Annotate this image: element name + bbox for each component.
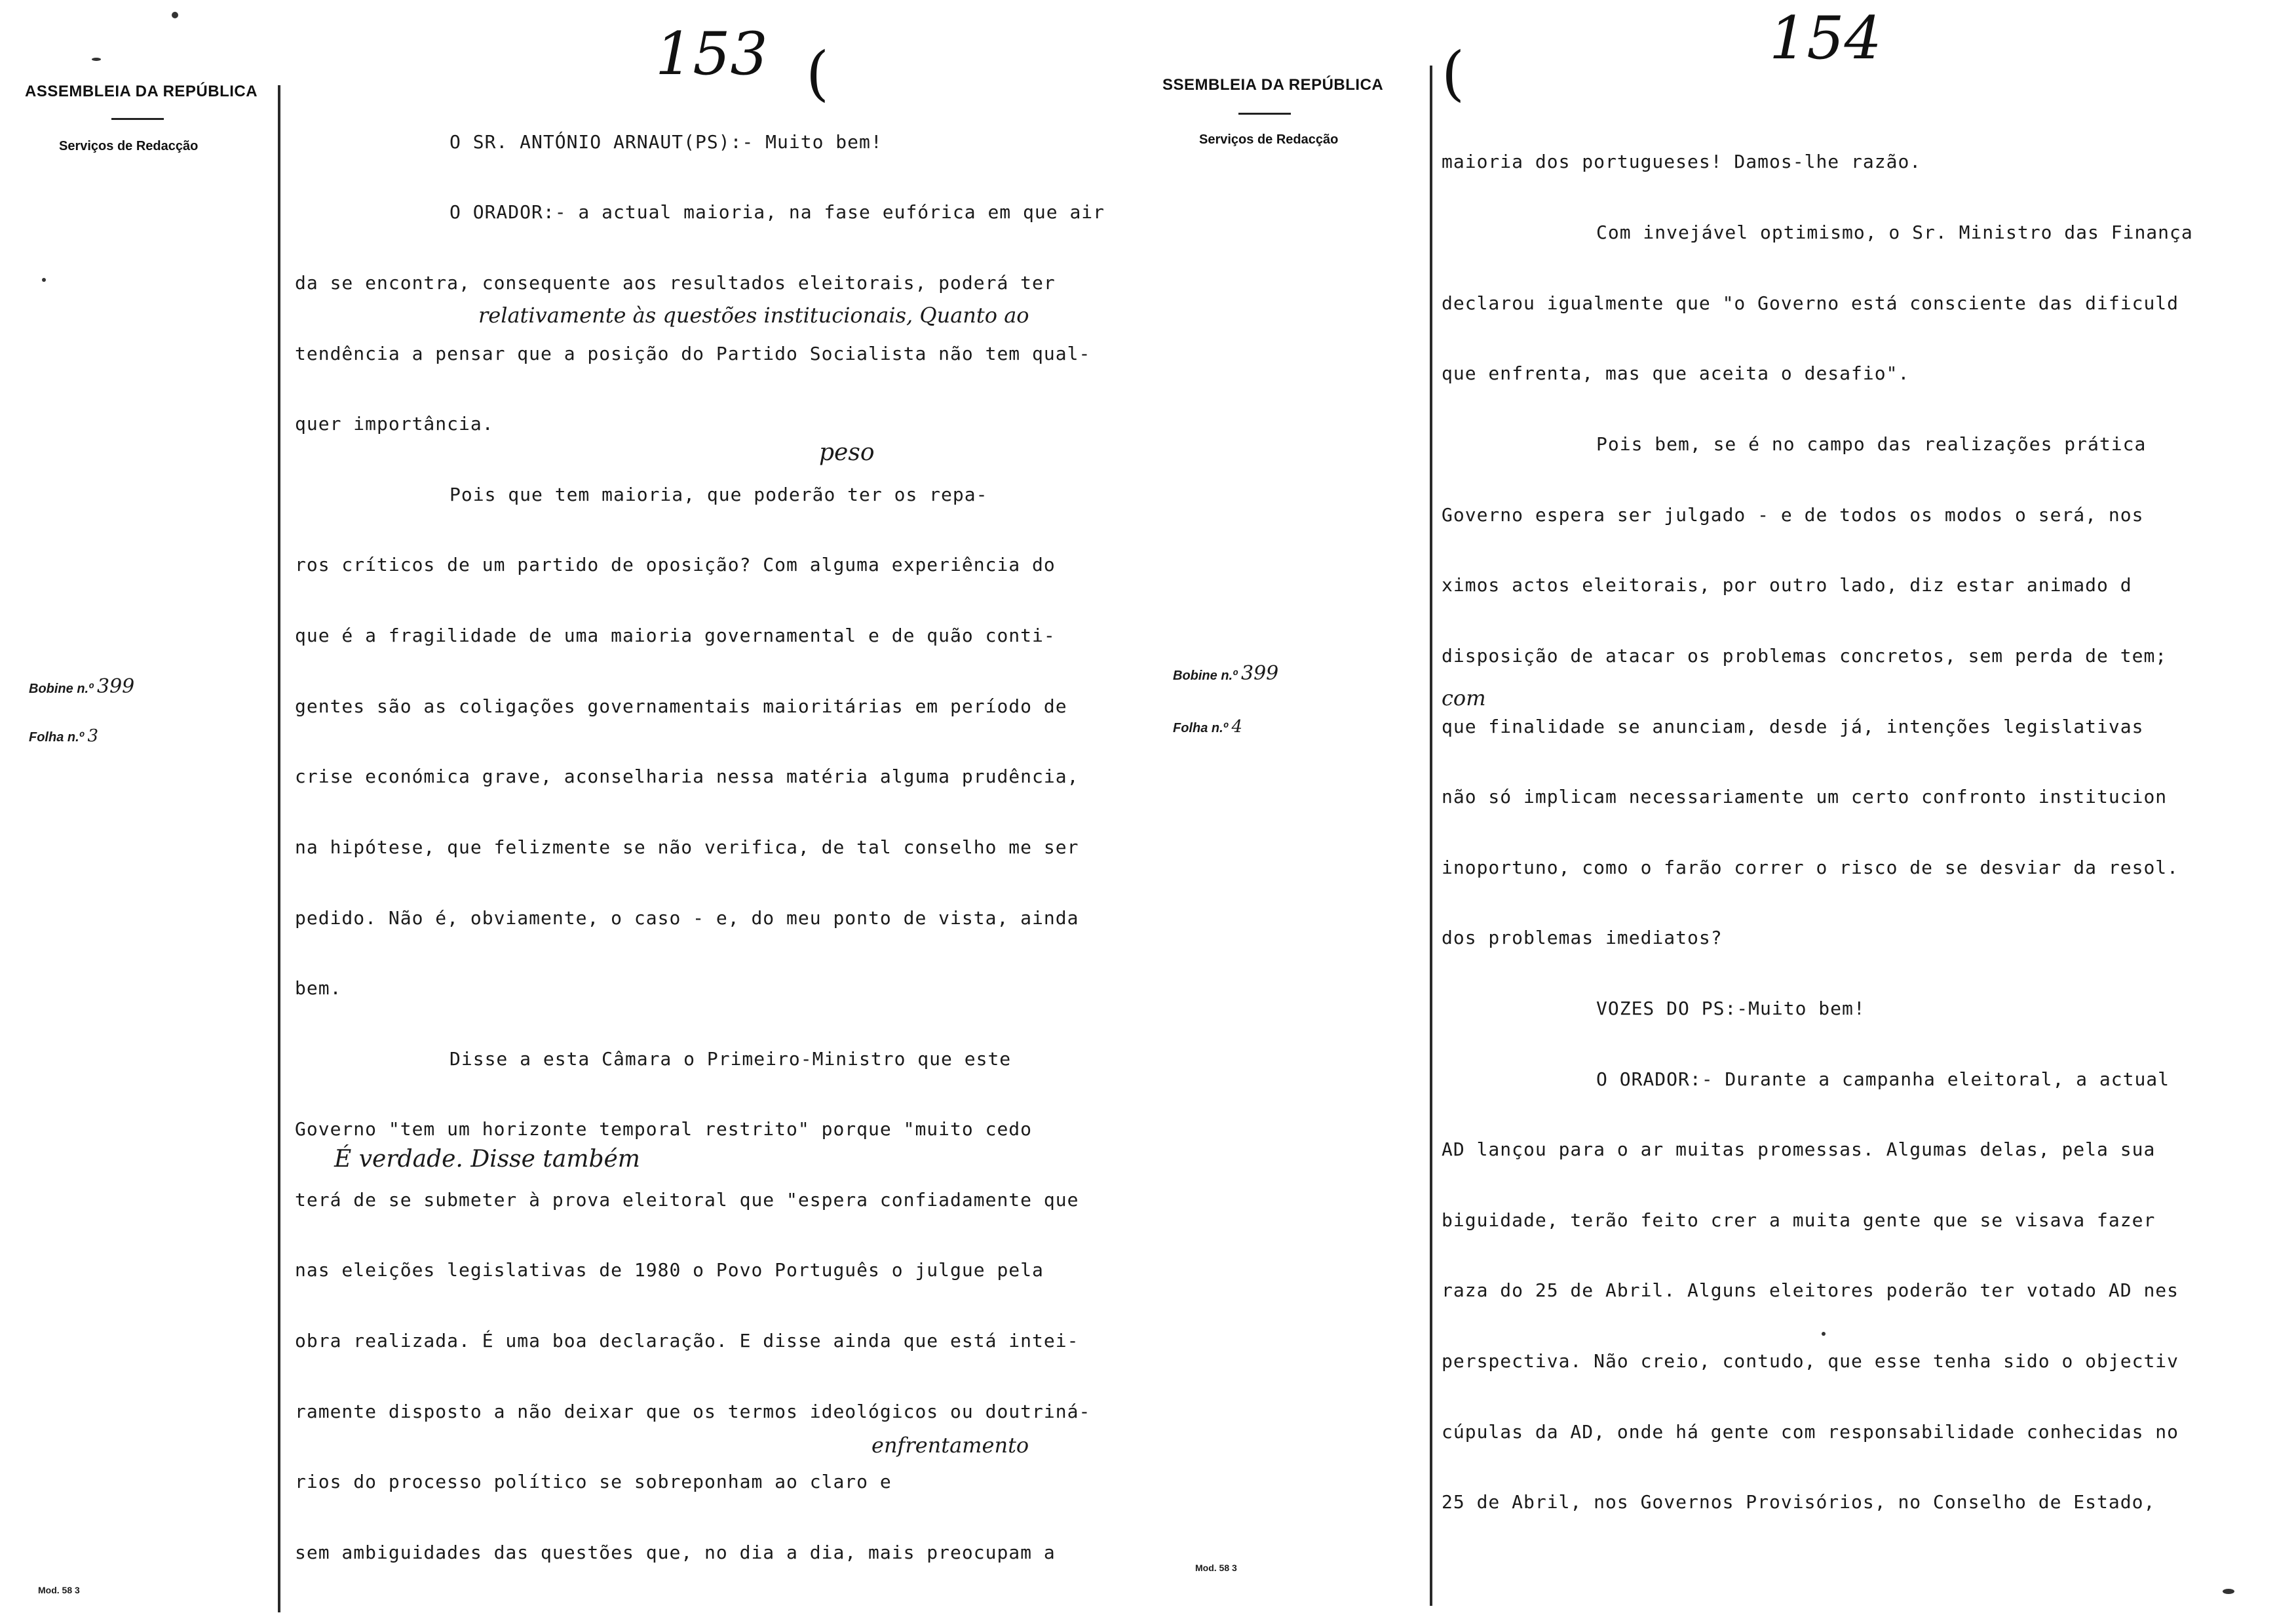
right-line-3: declarou igualmente que "o Governo está consciente das dificuld [1442,292,2179,314]
right-speck-1 [2223,1589,2234,1594]
right-line-17: raza do 25 de Abril. Alguns eleitores poderão ter votado AD nes [1442,1279,2179,1301]
left-folha [29,726,98,746]
left-speck-3 [42,278,46,282]
left-annotation-insert-3: É verdade. Disse também [334,1146,640,1173]
left-annotation-insert-4: enfrentamento [871,1433,1029,1458]
left-bobine-label: Bobine n.º [29,682,94,696]
right-line-16: biguidade, terão feito crer a muita gente que se visava fazer [1442,1209,2156,1231]
right-bobine-value: 399 [1240,662,1279,685]
right-line-14: O ORADOR:- Durante a campanha eleitoral, a actual [1596,1068,2170,1090]
right-bobine [1173,662,1278,685]
left-annotation-insert-1: relativamente às questões institucionais, Quanto ao [478,303,1029,328]
left-line-21: sem ambiguidades das questões que, no dia a dia, mais preocupam a [295,1542,1056,1563]
right-line-20: 25 de Abril, nos Governos Provisórios, no Conselho de Estado, [1442,1491,2156,1513]
left-line-5: quer importância. [295,413,494,435]
left-line-7: ros críticos de um partido de oposição? Com alguma experiência do [295,554,1056,575]
left-line-6: Pois que tem maioria, que poderão ter os repa- [450,484,988,505]
left-line-15: Governo "tem um horizonte temporal restrito" porque "muito cedo [295,1118,1033,1140]
left-bracket-mark: ( [806,39,830,108]
right-assembly-header: SSEMBLEIA DA REPÚBLICA [1162,76,1384,94]
left-speck-2 [92,58,101,61]
right-line-8: disposição de atacar os problemas concretos, sem perda de tem; [1442,645,2168,667]
right-folha-value: 4 [1231,717,1243,737]
left-margin-line [278,85,280,1612]
right-line-1: maioria dos portugueses! Damos-lhe razão. [1442,151,1922,172]
right-line-11: inoportuno, como o farão correr o risco de se desviar da resol. [1442,857,2179,878]
left-line-14: Disse a esta Câmara o Primeiro-Ministro que este [450,1048,1012,1070]
right-line-4: que enfrenta, mas que aceita o desafio". [1442,362,1910,384]
left-line-10: crise económica grave, aconselharia nessa matéria alguma prudência, [295,766,1079,787]
right-line-5: Pois bem, se é no campo das realizações prática [1596,433,2147,455]
left-line-4: tendência a pensar que a posição do Partido Socialista não tem qual- [295,343,1091,364]
left-folha-label: Folha n.º [29,730,84,745]
right-speck-2 [1822,1332,1826,1336]
right-form-code: Mod. 58 3 [1195,1563,1237,1573]
left-bobine-value: 399 [96,675,135,698]
right-margin-line [1430,66,1432,1606]
right-annotation-insert-1: com [1442,686,1486,710]
left-line-11: na hipótese, que felizmente se não verifica, de tal conselho me ser [295,836,1079,858]
left-line-2: O ORADOR:- a actual maioria, na fase eufórica em que air [450,201,1105,223]
left-line-18: obra realizada. É uma boa declaração. E disse ainda que está intei- [295,1330,1079,1352]
left-line-19: ramente disposto a não deixar que os termos ideológicos ou doutriná- [295,1401,1091,1422]
right-line-6: Governo espera ser julgado - e de todos os modos o será, nos [1442,504,2144,526]
left-bobine [29,675,134,698]
left-folha-value: 3 [87,726,99,746]
left-speck-1 [172,12,178,18]
left-line-12: pedido. Não é, obviamente, o caso - e, do meu ponto de vista, ainda [295,907,1079,929]
right-line-19: cúpulas da AD, onde há gente com responsabilidade conhecidas no [1442,1421,2179,1443]
right-folha-label: Folha n.º [1173,721,1228,735]
right-page [1153,0,2296,1615]
right-bracket-mark: ( [1442,39,1465,108]
right-header-rule [1238,113,1291,115]
right-line-9: que finalidade se anunciam, desde já, intenções legislativas [1442,716,2144,737]
left-page-number: 153 [655,20,768,88]
left-form-code: Mod. 58 3 [38,1585,80,1595]
right-line-10: não só implicam necessariamente um certo confronto institucion [1442,786,2168,808]
right-folha [1173,717,1242,737]
left-line-8: que é a fragilidade de uma maioria governamental e de quão conti- [295,625,1056,646]
right-services-header: Serviços de Redacção [1199,132,1339,147]
left-line-13: bem. [295,977,342,999]
right-line-15: AD lançou para o ar muitas promessas. Algumas delas, pela sua [1442,1138,2156,1160]
right-bobine-label: Bobine n.º [1173,669,1238,683]
left-line-1: O SR. ANTÓNIO ARNAUT(PS):- Muito bem! [450,131,883,153]
left-services-header: Serviços de Redacção [59,139,199,153]
left-line-20: rios do processo político se sobreponham ao claro e [295,1471,892,1492]
right-line-7: ximos actos eleitorais, por outro lado, diz estar animado d [1442,574,2132,596]
right-line-18: perspectiva. Não creio, contudo, que esse tenha sido o objectiv [1442,1350,2179,1372]
left-line-16: terá de se submeter à prova eleitoral que "espera confiadamente que [295,1189,1079,1211]
right-line-2: Com invejável optimismo, o Sr. Ministro das Finança [1596,222,2193,243]
left-assembly-header: ASSEMBLEIA DA REPÚBLICA [25,83,258,100]
left-line-3: da se encontra, consequente aos resultados eleitorais, poderá ter [295,272,1056,294]
left-annotation-insert-2: peso [819,439,875,466]
right-line-13: VOZES DO PS:-Muito bem! [1596,998,1866,1019]
left-line-17: nas eleições legislativas de 1980 o Povo Português o julgue pela [295,1259,1044,1281]
left-line-9: gentes são as coligações governamentais maioritárias em período de [295,695,1067,717]
right-page-number: 154 [1769,4,1882,73]
left-header-rule [111,118,164,120]
right-line-12: dos problemas imediatos? [1442,927,1723,948]
